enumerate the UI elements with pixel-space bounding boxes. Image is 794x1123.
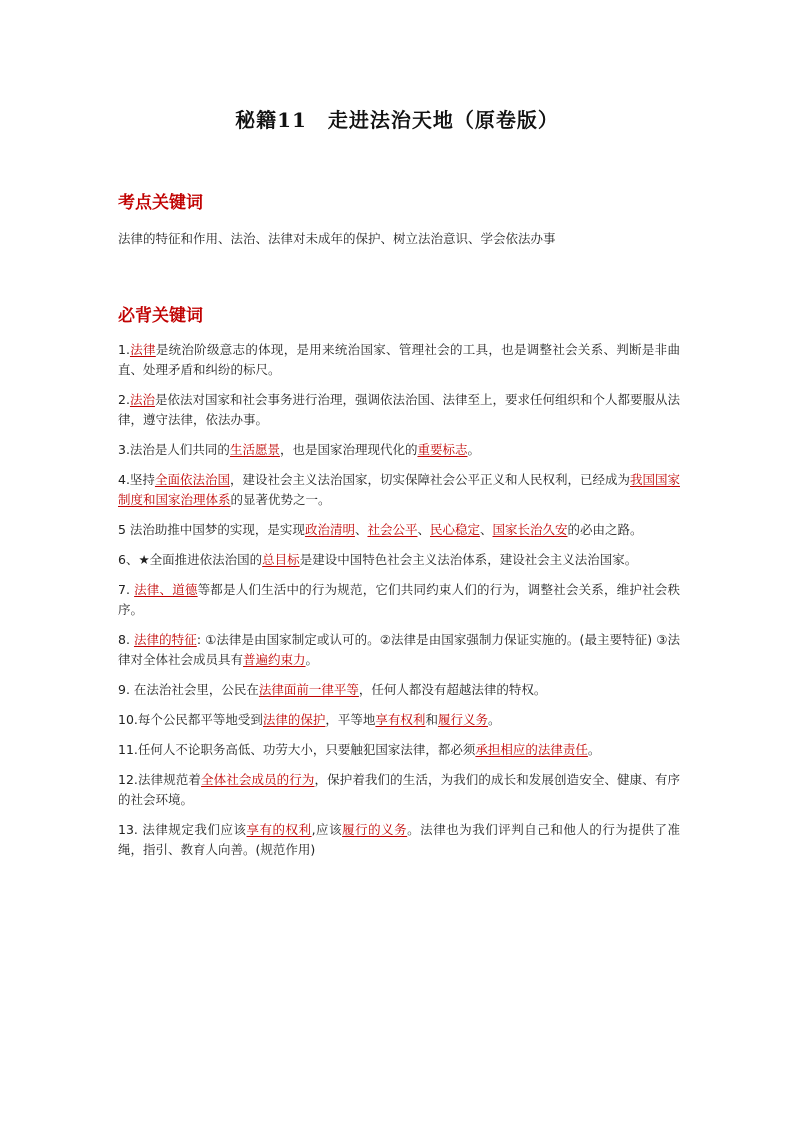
key-phrase: 普遍约束力	[243, 652, 306, 667]
item-text: ，任何人都没有超越法律的特权。	[358, 682, 547, 697]
key-phrase: 重要标志	[417, 442, 468, 457]
key-phrase: 法律的保护	[262, 712, 326, 727]
item-text: 。	[467, 442, 480, 457]
list-item	[118, 680, 680, 700]
item-text: 5 法治助推中国梦的实现，是实现	[118, 522, 305, 537]
item-text: 2.	[118, 392, 130, 407]
key-phrase: 社会公平	[367, 522, 418, 537]
list-item	[118, 440, 680, 460]
item-text: 。	[487, 712, 501, 727]
key-phrase: 法治	[129, 392, 155, 407]
item-text: : ①法律是由国家制定或认可的。②法律是由国家强制力保证实施的。(最主要特征) ③法律对全体社会成员具有	[118, 632, 680, 667]
key-phrase: 法律的特征	[133, 632, 197, 647]
item-text: ，也是国家治理现代化的	[279, 442, 418, 457]
item-text: 1.	[118, 342, 130, 357]
list-item	[118, 520, 680, 540]
item-text: 6、★全面推进依法治国的	[118, 552, 263, 567]
list-item	[118, 470, 680, 510]
item-text: 7.	[118, 582, 135, 597]
keypoints-text: 法律的特征和作用、法治、法律对未成年的保护、树立法治意识、学会依法办事	[118, 231, 556, 246]
must-memorize-list	[118, 340, 680, 870]
item-text: ，建设社会主义法治国家，切实保障社会公平正义和人民权利，已经成为	[229, 472, 630, 487]
item-text: 的显著优势之一。	[230, 492, 331, 507]
item-text: 的必由之路。	[567, 522, 643, 537]
list-item	[118, 820, 680, 860]
item-text: 和	[425, 712, 438, 727]
item-text: 13. 法律规定我们应该	[118, 822, 247, 837]
item-text: 。法律也为我们评判自己和他人的行为提供了准绳，指引、教育人向善。(规范作用)	[118, 822, 680, 857]
key-phrase: 法律、道德	[134, 582, 198, 597]
item-text: 、	[417, 522, 430, 537]
list-item	[118, 580, 680, 620]
key-phrase: 享有的权利	[246, 822, 312, 837]
list-item	[118, 630, 680, 670]
item-text: 。	[305, 652, 319, 667]
must-memorize-heading: 必背关键词	[118, 306, 203, 326]
key-phrase: 国家长治久安	[492, 522, 568, 537]
item-text: 12.法律规范着	[118, 772, 202, 787]
item-text: 是建设中国特色社会主义法治体系，建设社会主义法治国家。	[299, 552, 638, 567]
key-phrase: 履行义务	[437, 712, 488, 727]
key-phrase: 生活愿景	[229, 442, 280, 457]
key-phrase: 全面依法治国	[154, 472, 230, 487]
item-text: 等都是人们生活中的行为规范，它们共同约束人们的行为，调整社会关系，维护社会秩序。	[118, 582, 680, 617]
item-text: 3.法治是人们共同的	[118, 442, 230, 457]
item-text: 、	[354, 522, 368, 537]
item-text: 是统治阶级意志的体现，是用来统治国家、管理社会的工具，也是调整社会关系、判断是非曲直、处理矛盾和纠纷的标尺。	[118, 342, 680, 377]
key-phrase: 政治清明	[304, 522, 355, 537]
list-item	[118, 770, 680, 810]
list-item	[118, 390, 680, 430]
item-text: 4.坚持	[118, 472, 155, 487]
key-phrase: 法律	[129, 342, 156, 357]
item-text: 是依法对国家和社会事务进行治理，强调依法治国、法律至上，要求任何组织和个人都要服从法律，遵守法律，依法办事。	[118, 392, 680, 427]
list-item	[118, 710, 680, 730]
key-phrase: 享有权利	[375, 712, 426, 727]
item-text: 8.	[118, 632, 134, 647]
keypoints-heading: 考点关键词	[118, 193, 203, 213]
list-item	[118, 740, 680, 760]
item-text: ，平等地	[325, 712, 376, 727]
item-text: 11.任何人不论职务高低、功劳大小，只要触犯国家法律，都必须	[118, 742, 476, 757]
list-item	[118, 550, 680, 570]
key-phrase: 法律面前一律平等	[258, 682, 359, 697]
key-phrase: 承担相应的法律责任	[475, 742, 588, 757]
key-phrase: 民心稳定	[430, 522, 481, 537]
key-phrase: 履行的义务	[342, 822, 408, 837]
key-phrase: 总目标	[262, 552, 300, 567]
item-text: 9. 在法治社会里，公民在	[118, 682, 259, 697]
list-item	[118, 340, 680, 380]
item-text: 10.每个公民都平等地受到	[118, 712, 263, 727]
item-text: 、	[480, 522, 493, 537]
key-phrase: 全体社会成员的行为	[201, 772, 315, 787]
key-phrase: 我国国家制度和国家治理体系	[118, 472, 680, 507]
item-text: ,应该	[311, 822, 343, 837]
page-title: 秘籍11 走进法治天地（原卷版）	[235, 108, 559, 132]
item-text: 。	[587, 742, 601, 757]
item-text: ，保护着我们的生活，为我们的成长和发展创造安全、健康、有序的社会环境。	[118, 772, 680, 807]
